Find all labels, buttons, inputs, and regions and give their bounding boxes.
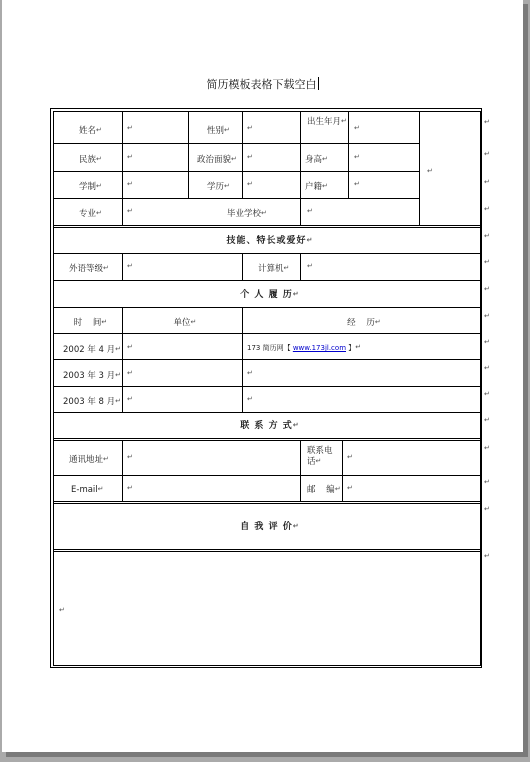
degree-label: 学制 ↵ [79,182,102,192]
table-line [53,501,481,502]
education-label: 学历 ↵ [207,182,230,192]
row-end-mark: ↵ [484,444,490,452]
table-line [188,111,189,198]
address-label: 通讯地址 ↵ [69,455,109,465]
row-end-mark: ↵ [484,338,490,346]
computer-label: 计算机 ↵ [258,264,290,274]
row-end-mark: ↵ [484,178,490,186]
table-line [242,253,243,280]
contact-header: 联 系 方 式 ↵ [240,421,300,431]
row-end-mark: ↵ [484,118,490,126]
document-title: 简历模板表格下载空白 [206,78,317,91]
row-end-mark: ↵ [484,416,490,424]
table-line [53,307,481,308]
political-label: 政治面貌 ↵ [197,155,237,165]
hukou-label: 户籍 ↵ [305,182,328,192]
table-line [242,111,243,198]
table-line [342,440,343,502]
resume-table: 姓名 ↵ ↵ 性别 ↵ ↵ 出生年月 ↵ ↵ ↵ 民族 ↵ ↵ 政治面貌 ↵ ↵ 身高 ↵ ↵ 学制 ↵ ↵ 学历 ↵ ↵ 户籍 ↵ ↵ 专业 ↵ ↵ 毕业学校 ↵ ↵ 技能、特长或爱好 ↵ 外语等级 ↵ ↵ 计算机 ↵ ↵ 个 人 履 历 ↵ 时 间 ↵ 单位 ↵ 经 历 ↵ 2002 年 4 月 ↵ ↵ 173 简历网【 www.173jl.com 】 ↵ 2003 年 3 月 ↵ ↵ ↵ 2003 年 8 月 ↵ ↵ ↵ 联 系 方 式 ↵ 通讯地址 ↵ ↵ 联系电话 ↵ ↵ E-mail ↵ ↵ 邮 编 ↵ ↵ 自 我 评 价 ↵ ↵ [50,108,482,668]
email-label: E-mail ↵ [71,485,104,495]
table-line [53,551,481,552]
row-end-mark: ↵ [484,150,490,158]
history-time: 2003 年 8 月 ↵ [63,397,122,407]
table-line [53,198,420,199]
history-col-experience: 经 历 ↵ [347,318,381,328]
row-end-mark: ↵ [484,364,490,372]
document-page [2,0,523,752]
postcode-label: 邮 编 ↵ [307,485,341,495]
table-line [53,280,481,281]
table-line [53,111,481,112]
row-end-mark: ↵ [484,312,490,320]
table-line [53,225,481,226]
table-line [348,111,349,198]
table-line [419,111,420,225]
row-end-mark: ↵ [484,552,490,560]
history-col-time: 时 间 ↵ [73,318,108,328]
table-line [53,333,481,334]
table-line [53,359,481,360]
table-line [53,549,481,550]
language-label: 外语等级 ↵ [69,264,109,274]
table-line [53,440,481,441]
row-end-mark: ↵ [484,390,490,398]
row-end-mark: ↵ [484,232,490,240]
table-line [300,253,301,280]
major-label: 专业 ↵ [79,209,102,219]
height-label: 身高 ↵ [305,155,328,165]
table-line [122,111,123,225]
table-line [300,440,301,502]
table-line [53,386,481,387]
name-label: 姓名 ↵ [79,126,102,136]
table-line [53,171,420,172]
table-line [53,438,481,439]
row-end-mark: ↵ [484,505,490,513]
site-link[interactable]: www.173jl.com [292,344,347,352]
table-line [300,111,301,225]
table-line [122,440,123,502]
table-line [53,143,420,144]
self-evaluation-header: 自 我 评 价 ↵ [240,522,300,532]
table-line [53,503,481,504]
table-line [122,253,123,280]
table-line [480,111,481,666]
table-line [53,475,481,476]
history-experience: 173 简历网【 www.173jl.com 】 ↵ [247,343,362,352]
history-time: 2002 年 4 月 ↵ [63,345,122,355]
phone-label: 联系电话 ↵ [307,446,333,467]
history-time: 2003 年 3 月 ↵ [63,371,122,381]
row-end-mark: ↵ [484,478,490,486]
gender-label: 性别 ↵ [207,126,230,136]
text-cursor [318,77,319,90]
table-line [53,227,481,228]
history-header: 个 人 履 历 ↵ [240,290,300,300]
table-line [53,412,481,413]
birth-label: 出生年月 ↵ [306,117,347,127]
row-end-mark: ↵ [484,258,490,266]
table-line [53,665,481,666]
school-label: 毕业学校 ↵ [227,209,267,219]
table-line [53,111,54,666]
history-col-unit: 单位 ↵ [173,318,197,328]
row-end-mark: ↵ [484,205,490,213]
ethnicity-label: 民族 ↵ [79,155,102,165]
skills-header: 技能、特长或爱好 ↵ [226,236,314,246]
page-shadow [6,752,528,757]
row-end-mark: ↵ [484,285,490,293]
page-shadow [523,4,528,756]
table-line [53,253,481,254]
